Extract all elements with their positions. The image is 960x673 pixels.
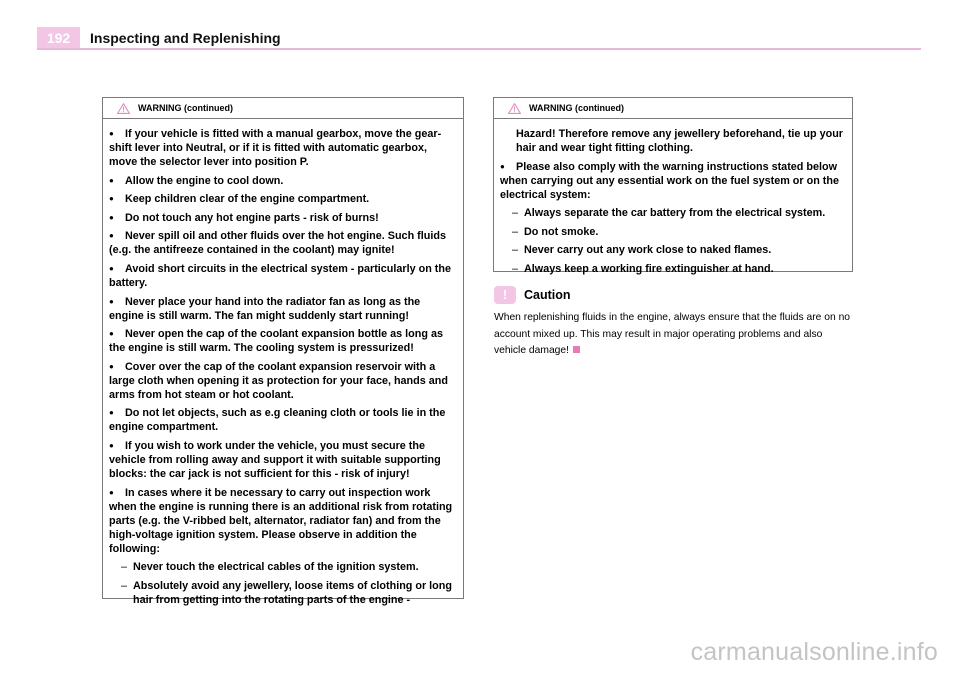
caution-text-block bbox=[494, 310, 854, 360]
warning-item: ● Do not let objects, such as e.g cleaning cloth or tools lie in the engine compartment. bbox=[109, 406, 457, 434]
header-divider bbox=[37, 48, 921, 50]
caution-heading-row bbox=[494, 286, 571, 304]
right-warning-heading: WARNING (continued) bbox=[529, 103, 624, 113]
right-warning-header bbox=[494, 98, 852, 119]
warning-item: ● Never spill oil and other fluids over the hot engine. Such fluids (e.g. the antifreeze contained in the coolant) may ignite! bbox=[109, 229, 457, 257]
warning-item: ● Never open the cap of the coolant expansion bottle as long as the engine is still warm. The cooling system is pressurized! bbox=[109, 327, 457, 355]
warning-item: ● Allow the engine to cool down. bbox=[109, 174, 457, 188]
warning-sub-item: – Do not smoke. bbox=[500, 225, 846, 239]
warning-triangle-icon bbox=[117, 103, 130, 114]
warning-item: ● If you wish to work under the vehicle, you must secure the vehicle from rolling away and support it with suitable supporting blocks: the car jack is not sufficient for this - risk of injury! bbox=[109, 439, 457, 481]
right-warning-box bbox=[493, 97, 853, 275]
left-warning-box bbox=[102, 97, 464, 606]
warning-item: ● Please also comply with the warning instructions stated below when carrying out any essential work on the fuel system or on the electrical system: bbox=[500, 160, 846, 202]
right-warning-body bbox=[494, 119, 852, 287]
warning-item: ● In cases where it be necessary to carry out inspection work when the engine is running there is an additional risk from rotating parts (e.g. the V-ribbed belt, alternator, radiator fan) and from the high-voltage ignition system. Please observe in addition the following: bbox=[109, 486, 457, 556]
left-warning-body bbox=[103, 119, 463, 617]
left-warning-heading: WARNING (continued) bbox=[138, 103, 233, 113]
warning-item: ● Do not touch any hot engine parts - risk of burns! bbox=[109, 211, 457, 225]
warning-sub-item: – Always separate the car battery from the electrical system. bbox=[500, 206, 846, 220]
warning-sub-item: – Always keep a working fire extinguisher at hand. bbox=[500, 262, 846, 276]
caution-text: When replenishing fluids in the engine, always ensure that the fluids are on no account mixed up. This may result in major operating problems and also vehicle damage! bbox=[494, 312, 851, 356]
warning-item: ● Cover over the cap of the coolant expansion reservoir with a large cloth when opening it as protection for your face, hands and arms from hot steam or hot coolant. bbox=[109, 360, 457, 402]
warning-continuation: Hazard! Therefore remove any jewellery beforehand, tie up your hair and wear tight fitting clothing. bbox=[516, 128, 844, 154]
watermark: carmanualsonline.info bbox=[690, 638, 938, 666]
warning-sub-item: – Absolutely avoid any jewellery, loose items of clothing or long hair from getting into the rotating parts of the engine - bbox=[109, 579, 457, 607]
warning-sub-item: – Never touch the electrical cables of the ignition system. bbox=[109, 560, 457, 574]
section-end-marker-icon bbox=[573, 346, 580, 353]
warning-item: ● Keep children clear of the engine compartment. bbox=[109, 192, 457, 206]
warning-item: ● Avoid short circuits in the electrical system - particularly on the battery. bbox=[109, 262, 457, 290]
warning-item: ● Never place your hand into the radiator fan as long as the engine is still warm. The fan might suddenly start running! bbox=[109, 295, 457, 323]
warning-sub-item: – Never carry out any work close to naked flames. bbox=[500, 243, 846, 257]
caution-exclamation-icon: ! bbox=[494, 286, 516, 304]
caution-heading: Caution bbox=[524, 288, 571, 302]
warning-item: ● If your vehicle is fitted with a manual gearbox, move the gear-shift lever into Neutral, or if it is fitted with automatic gearbox, move the selector lever into position P. bbox=[109, 127, 457, 169]
page-number: 192 bbox=[37, 27, 80, 49]
warning-triangle-icon bbox=[508, 103, 521, 114]
left-warning-header bbox=[103, 98, 463, 119]
page-title: Inspecting and Replenishing bbox=[90, 30, 281, 46]
